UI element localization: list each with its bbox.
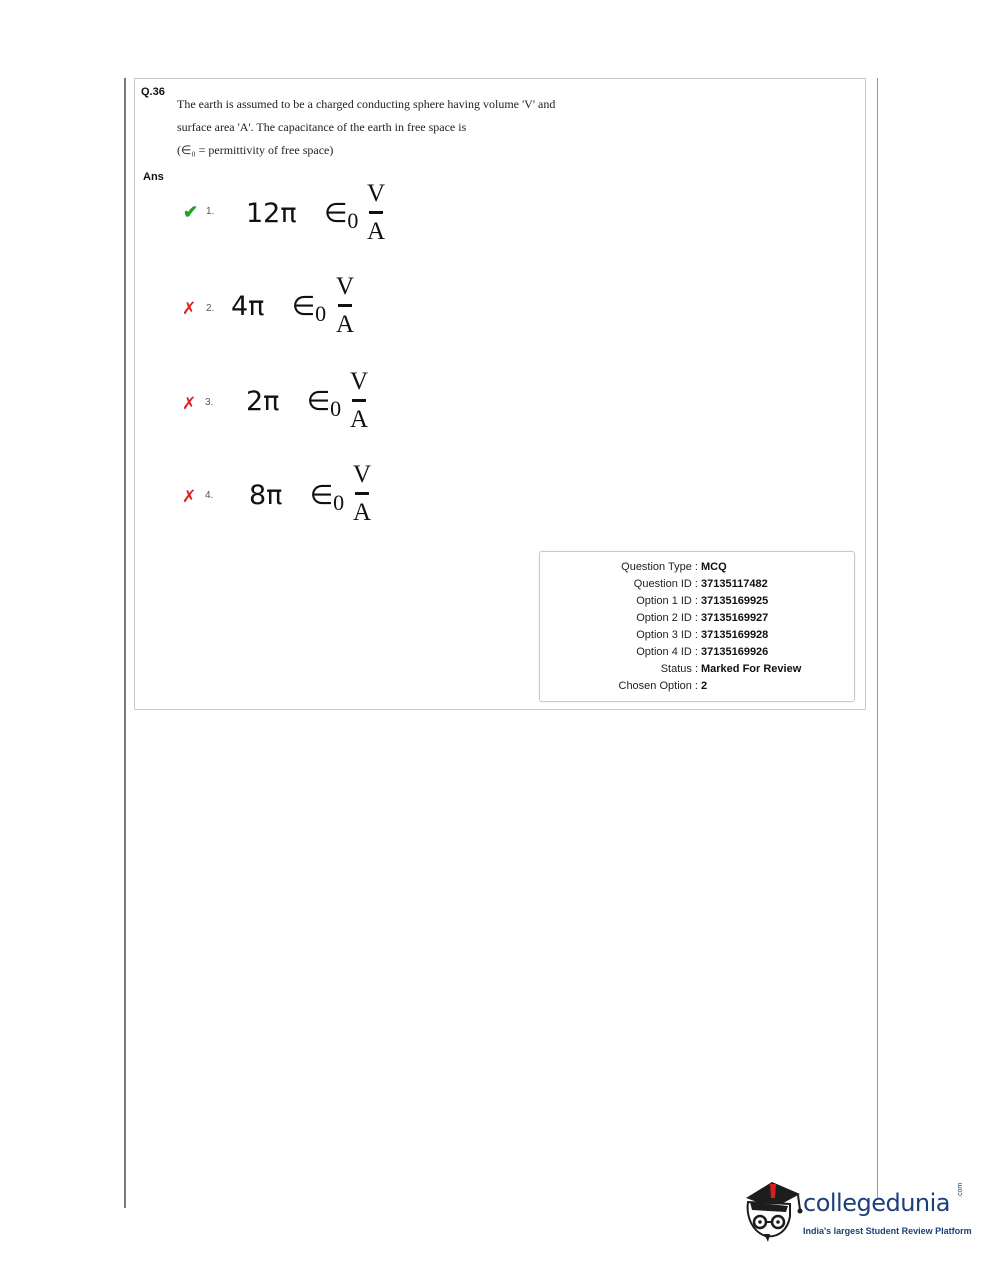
- cross-icon: ✗: [182, 487, 197, 507]
- epsilon: ∈: [323, 198, 348, 229]
- mascot-icon: [742, 1176, 804, 1246]
- fraction-bar: [338, 304, 352, 307]
- epsilon: ∈: [309, 480, 334, 511]
- fraction-denominator: A: [352, 499, 372, 526]
- epsilon-subscript: 0: [333, 490, 345, 515]
- question-line: The earth is assumed to be a charged conducting sphere having volume 'V' and: [177, 97, 556, 111]
- option-expression: [246, 198, 359, 233]
- option-expression: [246, 386, 342, 421]
- coefficient: 2π: [246, 386, 280, 417]
- meta-row-option-4-id: [540, 644, 856, 661]
- meta-row-option-3-id: [540, 627, 856, 644]
- meta-value: 37135117482: [701, 578, 768, 590]
- epsilon-subscript: 0: [330, 396, 342, 421]
- meta-row-status: [540, 661, 856, 678]
- meta-value: 37135169927: [701, 612, 769, 624]
- logo-com: .com: [957, 1182, 964, 1198]
- question-line: (∈₀ = permittivity of free space): [177, 143, 334, 157]
- option-expression: [231, 291, 327, 326]
- meta-key: Question Type :: [621, 561, 698, 573]
- coefficient: 12π: [246, 198, 297, 229]
- meta-row-option-1-id: [540, 593, 856, 610]
- meta-value: 37135169925: [701, 595, 769, 607]
- meta-key: Option 4 ID :: [636, 646, 698, 658]
- meta-key: Option 1 ID :: [636, 595, 698, 607]
- fraction-bar: [352, 399, 366, 402]
- fraction-denominator: A: [335, 311, 355, 338]
- fraction-denominator: A: [366, 218, 386, 245]
- question-line: surface area 'A'. The capacitance of the earth in free space is: [177, 120, 467, 134]
- question-number: Q.36: [141, 86, 165, 98]
- epsilon: ∈: [306, 386, 331, 417]
- fraction-numerator: V: [349, 368, 369, 395]
- epsilon: ∈: [291, 291, 316, 322]
- meta-key: Option 2 ID :: [636, 612, 698, 624]
- fraction-numerator: V: [335, 273, 355, 300]
- question-metadata-box: [539, 551, 855, 702]
- meta-row-option-2-id: [540, 610, 856, 627]
- meta-key: Status :: [660, 663, 698, 675]
- logo-tagline: India's largest Student Review Platform: [803, 1226, 972, 1236]
- meta-row-question-type: [540, 559, 856, 576]
- fraction-numerator: V: [352, 461, 372, 488]
- option-number: 1.: [206, 206, 215, 217]
- option-number: 3.: [205, 397, 214, 408]
- fraction-denominator: A: [349, 406, 369, 433]
- meta-row-chosen-option: [540, 678, 856, 695]
- cross-icon: ✗: [182, 394, 197, 414]
- epsilon-subscript: 0: [315, 301, 327, 326]
- logo-wordmark: collegedunia: [803, 1189, 951, 1217]
- epsilon-subscript: 0: [347, 208, 359, 233]
- option-number: 2.: [206, 303, 215, 314]
- page-left-rule: [124, 78, 126, 1208]
- check-icon: ✔: [183, 202, 199, 222]
- option-number: 4.: [205, 490, 214, 501]
- fraction-bar: [355, 492, 369, 495]
- answer-label: Ans: [143, 171, 164, 183]
- cross-icon: ✗: [182, 299, 197, 319]
- question-text: [177, 96, 555, 165]
- meta-key: Question ID :: [633, 578, 698, 590]
- meta-value: 2: [701, 680, 708, 692]
- meta-value: 37135169926: [701, 646, 769, 658]
- fraction-numerator: V: [366, 180, 386, 207]
- meta-value: Marked For Review: [701, 663, 802, 675]
- coefficient: 8π: [249, 480, 283, 511]
- option-expression: [249, 480, 345, 515]
- coefficient: 4π: [231, 291, 265, 322]
- collegedunia-logo: [742, 1176, 972, 1246]
- meta-value: MCQ: [701, 561, 727, 573]
- fraction-bar: [369, 211, 383, 214]
- meta-key: Option 3 ID :: [636, 629, 698, 641]
- meta-key: Chosen Option :: [618, 680, 698, 692]
- meta-value: 37135169928: [701, 629, 769, 641]
- page-right-rule: [877, 78, 878, 1198]
- meta-row-question-id: [540, 576, 856, 593]
